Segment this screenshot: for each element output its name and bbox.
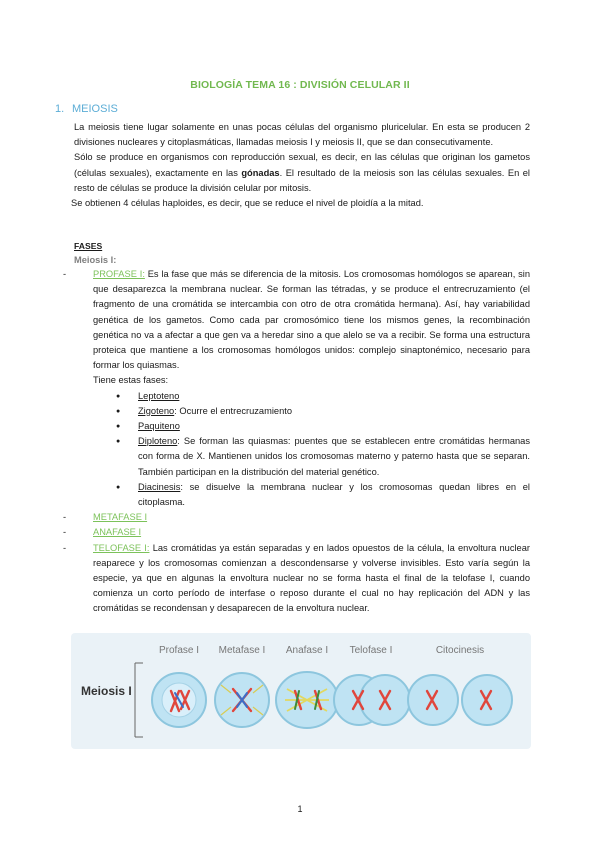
document-title: BIOLOGÍA TEMA 16 : DIVISIÓN CELULAR II — [190, 79, 410, 91]
subphase-name: Zigoteno — [138, 405, 175, 416]
page-number: 1 — [297, 804, 303, 814]
dash-bullet: - — [63, 269, 67, 279]
subphase-leptoteno — [93, 389, 530, 404]
telofase-text: Las cromátidas ya están separadas y en lados opuestos de la célula, la envoltura nuclear reaparece y los cromosomas comienzan a descondensarse y volverse invisibles. Esto varía según la especie, ya que en algunas la envoltura nuclear no se forma hasta el final de la telofase I, cuando comienza un corto período de interfase o reposo durante el cual no hay replicación del ADN y las cromátidas se recondensan y desaparecen de la envoltura nuclear. — [93, 542, 530, 614]
cell-telofase — [334, 675, 410, 725]
stage-label-telofase: Telofase I — [349, 645, 393, 656]
cell-profase — [152, 673, 206, 727]
profase-subphases-intro: Tiene estas fases: — [93, 375, 169, 386]
stage-label-anafase: Anafase I — [285, 645, 329, 656]
subphase-name: Paquiteno — [138, 421, 180, 432]
section-title: MEIOSIS — [72, 103, 118, 115]
phase-list — [63, 267, 530, 617]
subphase-name: Diacinesis — [138, 481, 181, 492]
diagram-row-label: Meiosis I — [81, 684, 132, 698]
subphase-list — [93, 389, 530, 511]
stage-label-citocinesis: Citocinesis — [435, 645, 485, 656]
anafase-link[interactable]: ANAFASE I — [93, 527, 142, 538]
cell-citocinesis — [408, 675, 512, 725]
bullet-dot: ● — [116, 438, 121, 446]
gonadas-term: gónadas — [241, 167, 280, 178]
intro-paragraph-1: La meiosis tiene lugar solamente en unas pocas células del organismo pluricelular. En esta se producen 2 divisiones nucleares y citoplasmáticas, llamadas meiosis I y meiosis II, que se dan consecutivamente. — [74, 122, 530, 148]
meiosis-1-label: Meiosis I: — [74, 255, 117, 265]
subphase-diacinesis — [93, 480, 530, 510]
phase-telofase — [63, 541, 530, 617]
bullet-dot: ● — [116, 483, 121, 491]
phase-profase — [63, 267, 530, 510]
bullet-dot: ● — [116, 423, 121, 431]
stage-label-profase: Profase I — [158, 645, 200, 656]
subphase-desc: : Se forman las quiasmas: puentes que se establecen entre cromátidas hermanas con forma de X. Mantienen unidos los cromosomas materno y paterno hasta que se separan. También participan en la distribución del material genético. — [138, 436, 530, 477]
dash-bullet: - — [63, 512, 67, 523]
bullet-dot: ● — [116, 407, 121, 415]
bullet-dot: ● — [116, 392, 121, 400]
subphase-paquiteno — [93, 419, 530, 434]
subphase-desc: : se disuelve la membrana nuclear y los cromosomas quedan libres en el citoplasma. — [138, 481, 530, 508]
intro-block — [71, 120, 531, 211]
cell-metafase — [215, 673, 269, 727]
section-heading — [55, 102, 118, 117]
stage-label-metafase: Metafase I — [218, 645, 266, 656]
subphase-desc: : Ocurre el entrecruzamiento — [174, 405, 292, 416]
telofase-paragraph — [93, 541, 530, 617]
phase-anafase — [63, 525, 530, 540]
intro-p2-end: . El resultado de la meiosis son las células sexuales. En el resto de células se produce la división celular por mitosis. — [74, 167, 531, 193]
metafase-link[interactable]: METAFASE I — [93, 512, 148, 523]
section-number: 1. — [55, 103, 65, 115]
meiosis-diagram — [71, 633, 531, 749]
phase-metafase — [63, 510, 530, 525]
cell-anafase — [276, 672, 338, 728]
intro-p2-start: Sólo se produce en organismos con reproducción sexual, es decir, en las células que originan los gametos (células sexuales), exactamente en las — [74, 152, 530, 178]
subphase-zigoteno — [93, 404, 530, 419]
dash-bullet: - — [63, 527, 67, 538]
profase-text: Es la fase que más se diferencia de la mitosis. Los cromosomas homólogos se aparean, sin que desaparezca la membrana nuclear. Se forman las tétradas, y se produce el entrecruzamiento (el fragmento de una cromátida se intercambia con otro de otra cromátida hermana). Así, hay variabilidad genética de los gametos. Como cada par cromosómico tiene los mismos genes, la recombinación genética no va a afectar a que gen va a heredar sino a que alelo se va a recibir. Se forma una estructura proteica que mantiene a los cromosomas homólogos unidos: complejo sinaptonémico, necesario para formar los quiasmas. — [93, 269, 530, 371]
profase-link[interactable]: PROFASE I: — [93, 269, 145, 279]
profase-paragraph — [93, 267, 530, 373]
dash-bullet: - — [63, 542, 67, 553]
subphase-name: Diploteno — [138, 436, 178, 447]
subphase-diploteno — [93, 434, 530, 480]
telofase-link[interactable]: TELOFASE I: — [93, 542, 150, 553]
fases-heading: FASES — [74, 241, 103, 251]
subphase-name: Leptoteno — [138, 390, 180, 401]
intro-paragraph-2 — [74, 150, 530, 196]
intro-paragraph-3: Se obtienen 4 células haploides, es decir, que se reduce el nivel de ploidía a la mitad. — [71, 198, 424, 209]
meiosis-diagram-svg — [71, 633, 531, 749]
